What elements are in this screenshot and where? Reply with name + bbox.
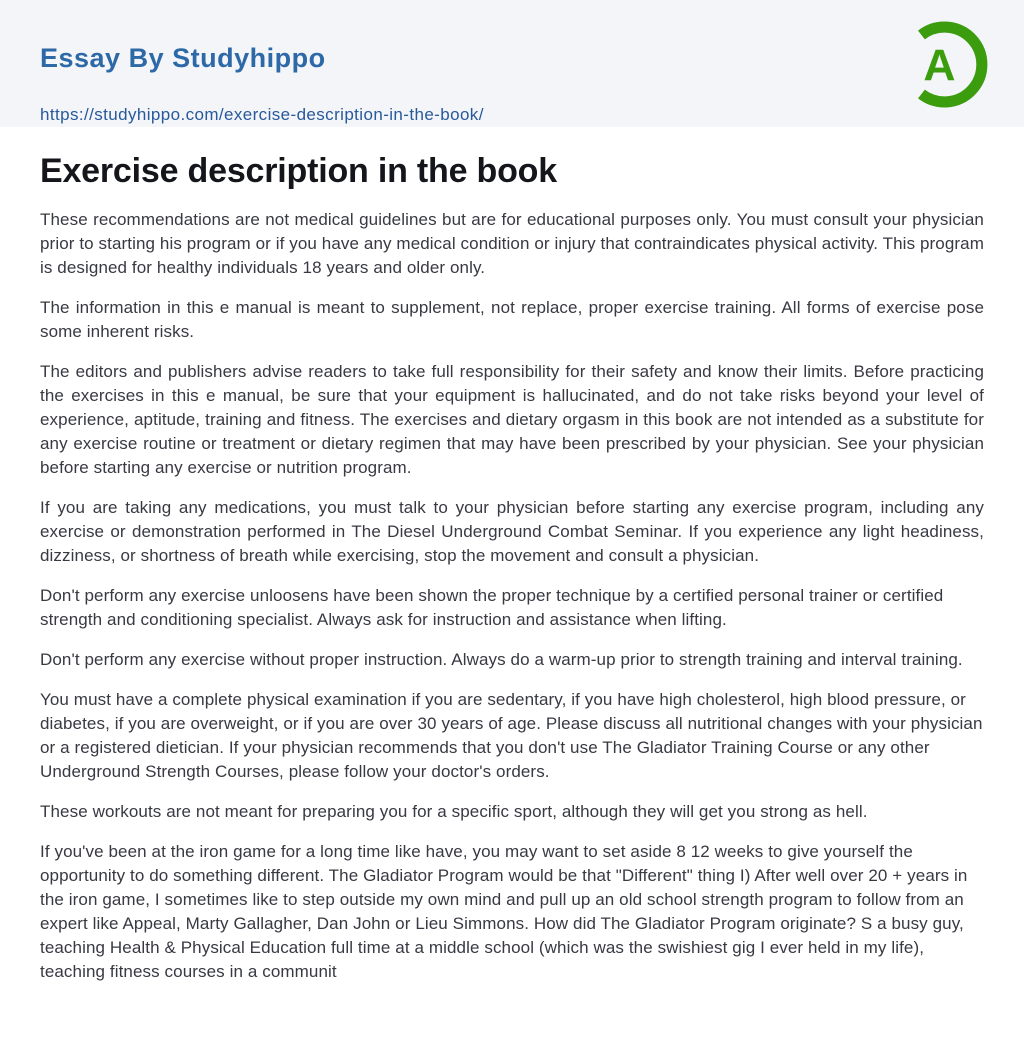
studyhippo-logo [901,21,988,108]
paragraph-iron-game: If you've been at the iron game for a long time like have, you may want to set aside 8 12 weeks to give yourself the opportunity to do something different. The Gladiator Program would be that "Different" thing I) After well over 20 + years in the iron game, I sometimes like to step outside my own mind and pull up an old school strength program to follow from an expert like Appeal, Marty Gallagher, Dan John or Lieu Simmons. How did The Gladiator Program originate? S a busy guy, teaching Health & Physical Education full time at a middle school (which was the swishiest gig I ever held in my life), teaching fitness courses in a communit [40,842,968,981]
site-title: Essay By Studyhippo [40,43,326,73]
paragraph-technique: Don't perform any exercise unloosens have been shown the proper technique by a certified personal trainer or certified strength and conditioning specialist. Always ask for instruction and assistance when lifting. [40,586,944,629]
paragraph-examination: You must have a complete physical examination if you are sedentary, if you have high cholesterol, high blood pressure, or diabetes, if you are overweight, or if you are over 30 years of age. Please discuss all nutritional changes with your physician or a registered dietician. If your physician recommends that you don't use The Gladiator Training Course or any other Underground Strength Courses, please follow your doctor's orders. [40,690,983,781]
paragraph-workouts: These workouts are not meant for preparing you for a specific sport, although they will get you strong as hell. [40,802,868,821]
article-heading: Exercise description in the book [40,152,557,190]
paragraph-disclaimer: These recommendations are not medical guidelines but are for educational purposes only. You must consult your physician prior to starting his program or if you have any medical condition or injury that contraindicates physical activity. This program is designed for healthy individuals 18 years and older only. [40,210,984,277]
paragraph-medications: If you are taking any medications, you must talk to your physician before starting any exercise program, including any exercise or demonstration performed in The Diesel Underground Combat Seminar. If you experience any light headiness, dizziness, or shortness of breath while exercising, stop the movement and consult a physician. [40,498,984,565]
article-content [0,152,1024,984]
source-url-link[interactable]: https://studyhippo.com/exercise-description-in-the-book/ [40,105,484,124]
page-header [0,0,1024,127]
paragraph-editors: The editors and publishers advise readers to take full responsibility for their safety and know their limits. Before practicing the exercises in this e manual, be sure that your equipment is hallucinated, and do not take risks beyond your level of experience, aptitude, training and fitness. The exercises and dietary orgasm in this book are not intended as a substitute for any exercise routine or treatment or dietary regimen that may have been prescribed by your physician. See your physician before starting any exercise or nutrition program. [40,362,984,477]
paragraph-instruction: Don't perform any exercise without proper instruction. Always do a warm-up prior to strength training and interval training. [40,650,963,669]
studyhippo-logo-icon [901,21,988,108]
paragraph-information: The information in this e manual is meant to supplement, not replace, proper exercise training. All forms of exercise pose some inherent risks. [40,298,984,341]
logo-letter: A [923,41,956,91]
